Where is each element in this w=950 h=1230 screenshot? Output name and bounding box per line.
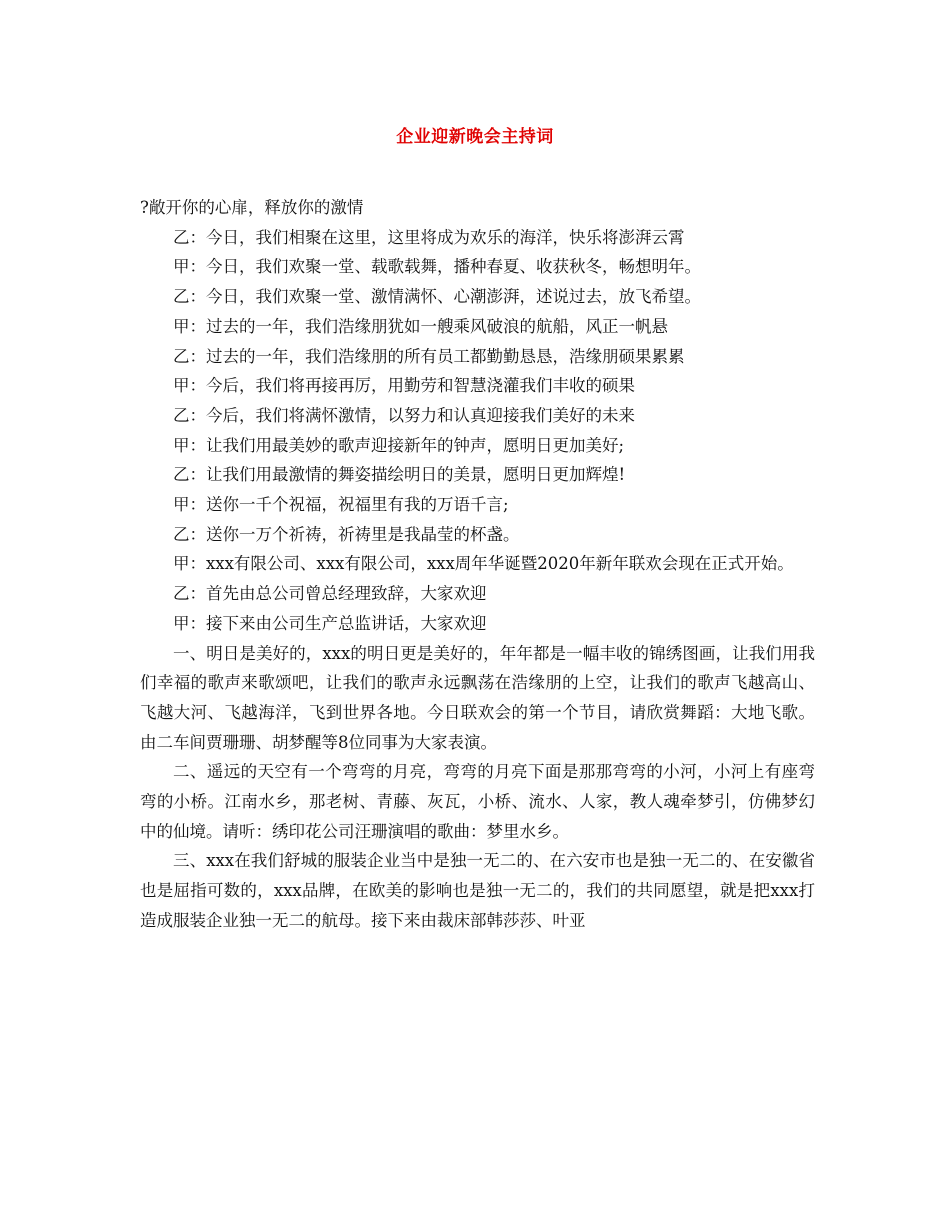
program-paragraph: 一、明日是美好的，xxx的明日更是美好的，年年都是一幅丰收的锦绣图画，让我们用我们幸福的歌声来歌颂吧，让我们的歌声永远飘荡在浩缘朋的上空，让我们的歌声飞越高山、飞越大河、飞越海洋，飞到世界各地。今日联欢会的第一个节目，请欣赏舞蹈：大地飞歌。由二车间贾珊珊、胡梦醒等8位同事为大家表演。 (140, 643, 815, 752)
opening-line: ?敞开你的心扉，释放你的激情 (140, 198, 364, 217)
dialogue-line: 乙：送你一万个祈祷，祈祷里是我晶莹的杯盏。 (173, 524, 520, 544)
program-paragraph: 二、遥远的天空有一个弯弯的月亮，弯弯的月亮下面是那那弯弯的小河，小河上有座弯弯的小桥。江南水乡，那老树、青藤、灰瓦，小桥、流水、人家，教人魂牵梦引，仿佛梦幻中的仙境。请听：绣印花公司汪珊演唱的歌曲：梦里水乡。 (140, 762, 815, 841)
dialogue-line: 甲：送你一千个祝福，祝福里有我的万语千言; (173, 495, 509, 515)
dialogue-line: 乙：让我们用最激情的舞姿描绘明日的美景，愿明日更加辉煌! (173, 465, 626, 485)
dialogue-line: 乙：首先由总公司曾总经理致辞，大家欢迎 (173, 584, 487, 604)
program-paragraph: 三、xxx在我们舒城的服装企业当中是独一无二的、在六安市也是独一无二的、在安徽省也是屈指可数的，xxx品牌，在欧美的影响也是独一无二的，我们的共同愿望，就是把xxx打造成服装企业独一无二的航母。接下来由裁床部韩莎莎、叶亚 (140, 851, 815, 930)
dialogue-line: 甲：今日，我们欢聚一堂、载歌载舞，播种春夏、收获秋冬，畅想明年。 (173, 257, 701, 277)
dialogue-line: 甲：让我们用最美妙的歌声迎接新年的钟声，愿明日更加美好; (173, 435, 625, 455)
dialogue-line: 甲：接下来由公司生产总监讲话，大家欢迎 (173, 613, 487, 633)
dialogue-line: 乙：今日，我们相聚在这里，这里将成为欢乐的海洋，快乐将澎湃云霄 (173, 227, 685, 247)
document-body (140, 193, 815, 936)
document-title: 企业迎新晚会主持词 (396, 127, 554, 147)
dialogue-line: 乙：今后，我们将满怀激情，以努力和认真迎接我们美好的未来 (173, 405, 635, 425)
dialogue-line: 甲：xxx有限公司、xxx有限公司，xxx周年华诞暨2020年新年联欢会现在正式开始。 (173, 554, 794, 574)
dialogue-line: 甲：今后，我们将再接再厉，用勤劳和智慧浇灌我们丰收的硕果 (173, 376, 635, 396)
dialogue-line: 乙：今日，我们欢聚一堂、激情满怀、心潮澎湃，述说过去，放飞希望。 (173, 287, 701, 307)
dialogue-line: 甲：过去的一年，我们浩缘朋犹如一艘乘风破浪的航船，风正一帆悬 (173, 316, 668, 336)
dialogue-line: 乙：过去的一年，我们浩缘朋的所有员工都勤勤恳恳，浩缘朋硕果累累 (173, 346, 685, 366)
